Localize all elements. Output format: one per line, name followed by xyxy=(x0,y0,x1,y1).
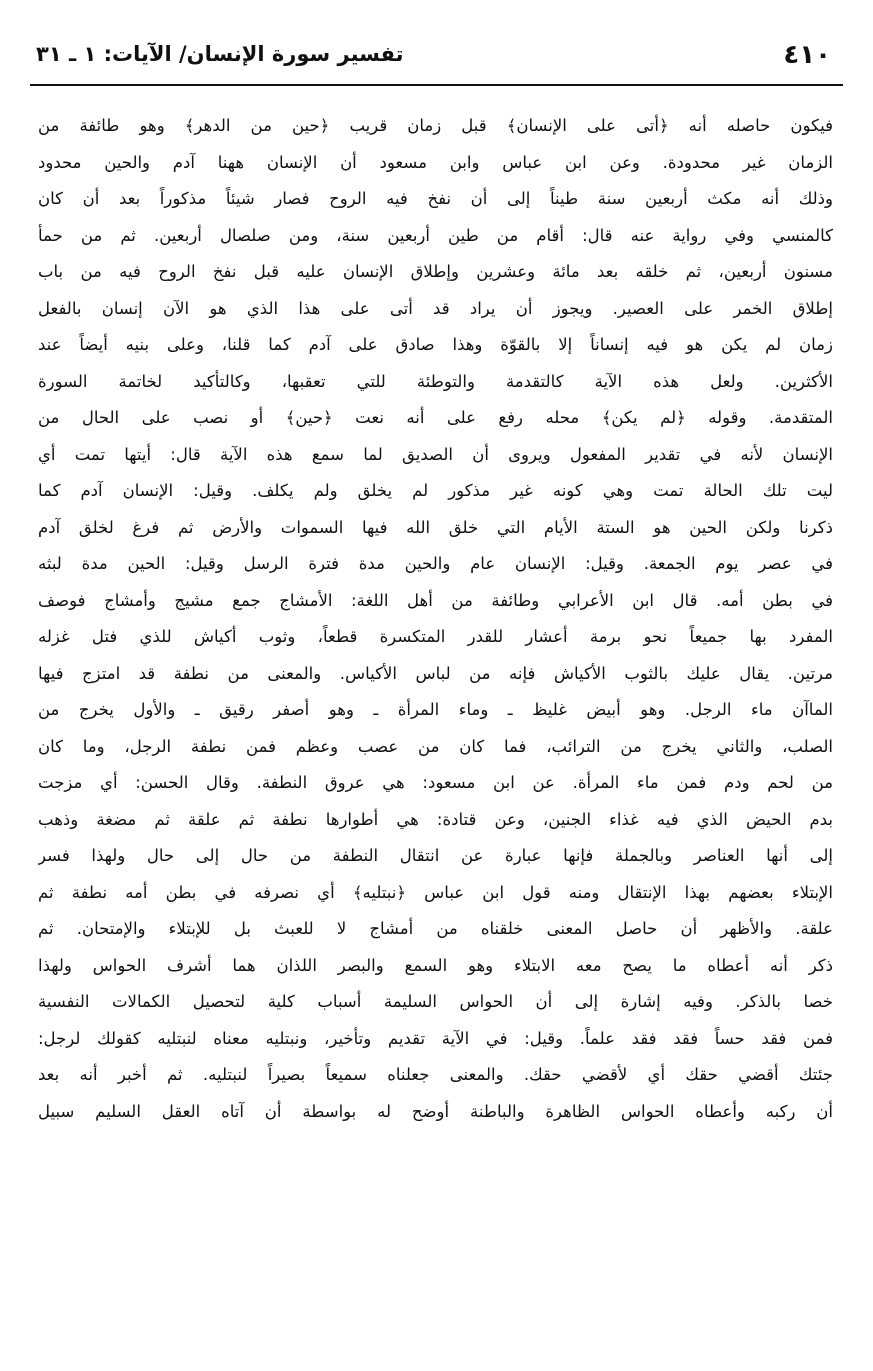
text-line: الصلب، والثاني يخرج من الترائب، فما كان من عصب وعظم فمن نطفة الرجل، وما كان xyxy=(38,736,833,756)
text-line: كالمنسي وفي رواية عنه قال: أقام من طين أربعين سنة، ومن صلصال أربعين. ثم من حمأ xyxy=(38,225,833,245)
text-line: الإنسان لأنه في تقدير المفعول ويروى أن الصديق لما سمع هذه الآية قال: أيتها تمت أي xyxy=(38,444,833,464)
text-line: المفرد بها جميعاً نحو برمة أعشار للقدر المتكسرة قطعاً، وثوب أكياش للذي فتل غزله xyxy=(38,627,833,646)
text-line: ليت تلك الحالة تمت وهي كونه غير مذكور لم يخلق ولم يكلف. وقيل: الإنسان آدم كما xyxy=(38,481,833,500)
text-line: في بطن أمه. قال ابن الأعرابي وطائفة من أهل اللغة: الأمشاج جمع مشيج وأمشاج فوصف xyxy=(38,590,833,610)
text-line: إطلاق الخمر على العصير. ويجوز أن يراد قد أتى على هذا الذي هو الآن إنسان بالفعل xyxy=(38,298,833,318)
text-line: الإبتلاء بعضهم بهذا الإنتقال ومنه قول ابن عباس ﴿نبتليه﴾ أي نصرفه في بطن أمه نطفة ثم xyxy=(38,882,833,902)
text-line: ذكرنا ولكن الحين هو الستة الأيام التي خلق الله فيها السموات والأرض ثم فرغ لخلق آدم xyxy=(38,517,833,537)
text-line: الأكثرين. ولعل هذه الآية كالتقدمة والتوطئة للتي تعقبها، وكالتأكيد لخاتمة السورة xyxy=(38,371,833,391)
page-header xyxy=(30,30,843,86)
text-line: المتقدمة. وقوله ﴿لم يكن﴾ محله رفع على أنه نعت ﴿حين﴾ أو نصب على الحال من xyxy=(38,408,833,427)
text-line: أن ركبه وأعطاه الحواس الظاهرة والباطنة أوضح له بواسطة أن آتاه العقل السليم سبيل xyxy=(38,1101,833,1121)
text-line: مسنون أربعين، ثم خلقه بعد مائة وعشرين وإطلاق الإنسان عليه قبل نفخ الروح فيه من باب xyxy=(38,262,833,281)
running-title: تفسير سورة الإنسان/ الآيات: ١ ـ ٣١ xyxy=(36,42,404,66)
text-line: فيكون حاصله أنه ﴿أتى على الإنسان﴾ قبل زمان قريب ﴿حين من الدهر﴾ وهو طائفة من xyxy=(38,116,833,135)
text-line: فمن فقد حساً فقد فقد علماً. وقيل: في الآية تقديم وتأخير، ونبتليه معناه لنبتليه كقولك لرجل: xyxy=(38,1028,833,1048)
document-page xyxy=(30,30,843,1341)
text-line: خصا بالذكر. وفيه إشارة إلى أن الحواس السليمة أسباب كلية لتحصيل الكمالات النفسية xyxy=(38,992,833,1011)
text-line: إلى أنها العناصر وبالجملة فإنها عبارة عن انتقال النطفة من حال إلى حال ولهذا فسر xyxy=(38,846,833,865)
text-line: الزمان غير محدودة. وعن ابن عباس وابن مسعود أن الإنسان ههنا آدم والحين محدود xyxy=(38,152,833,172)
text-line: ذكر أنه أعطاه ما يصح معه الابتلاء وهو السمع والبصر اللذان هما أشرف الحواس ولهذا xyxy=(38,955,833,975)
page-number: ٤١٠ xyxy=(783,40,831,70)
body-text xyxy=(30,108,843,1130)
text-line: بدم الحيض الذي فيه غذاء الجنين، وعن قتادة: هي أطوارها نطفة ثم علقة ثم مضغة وذهب xyxy=(38,809,833,829)
text-line: علقة. والأظهر أن حاصل المعنى خلقناه من أمشاج لا للعبث بل للإبتلاء والإمتحان. ثم xyxy=(38,919,833,938)
text-line: مرتين. يقال عليك بالثوب الأكياش فإنه من لباس الأكياس. والمعنى من نطفة قد امتزج فيها xyxy=(38,663,833,683)
text-line: زمان لم يكن هو فيه إنساناً إلا بالقوّة وهذا صادق على آدم كما قلنا، وعلى بنيه أيضاً عند xyxy=(38,335,833,354)
text-line: في عصر يوم الجمعة. وقيل: الإنسان عام والحين مدة فترة الرسل وقيل: الحين مدة لبثه xyxy=(38,554,833,573)
text-line: وذلك أنه مكث أربعين سنة طيناً إلى أن نفخ فيه الروح فصار شيئاً مذكوراً بعد أن كان xyxy=(38,189,833,208)
text-line: الماآن ماء الرجل. وهو أبيض غليظ ـ وماء المرأة ـ وهو أصفر رقيق ـ والأول يخرج من xyxy=(38,700,833,719)
text-line: من لحم ودم فمن ماء المرأة. عن ابن مسعود: هي عروق النطفة. وقال الحسن: أي مزجت xyxy=(38,773,833,792)
text-line: جئتك أقضي حقك أي لأقضي حقك. والمعنى جعلناه سميعاً بصيراً لنبتليه. ثم أخبر أنه بعد xyxy=(38,1065,833,1084)
